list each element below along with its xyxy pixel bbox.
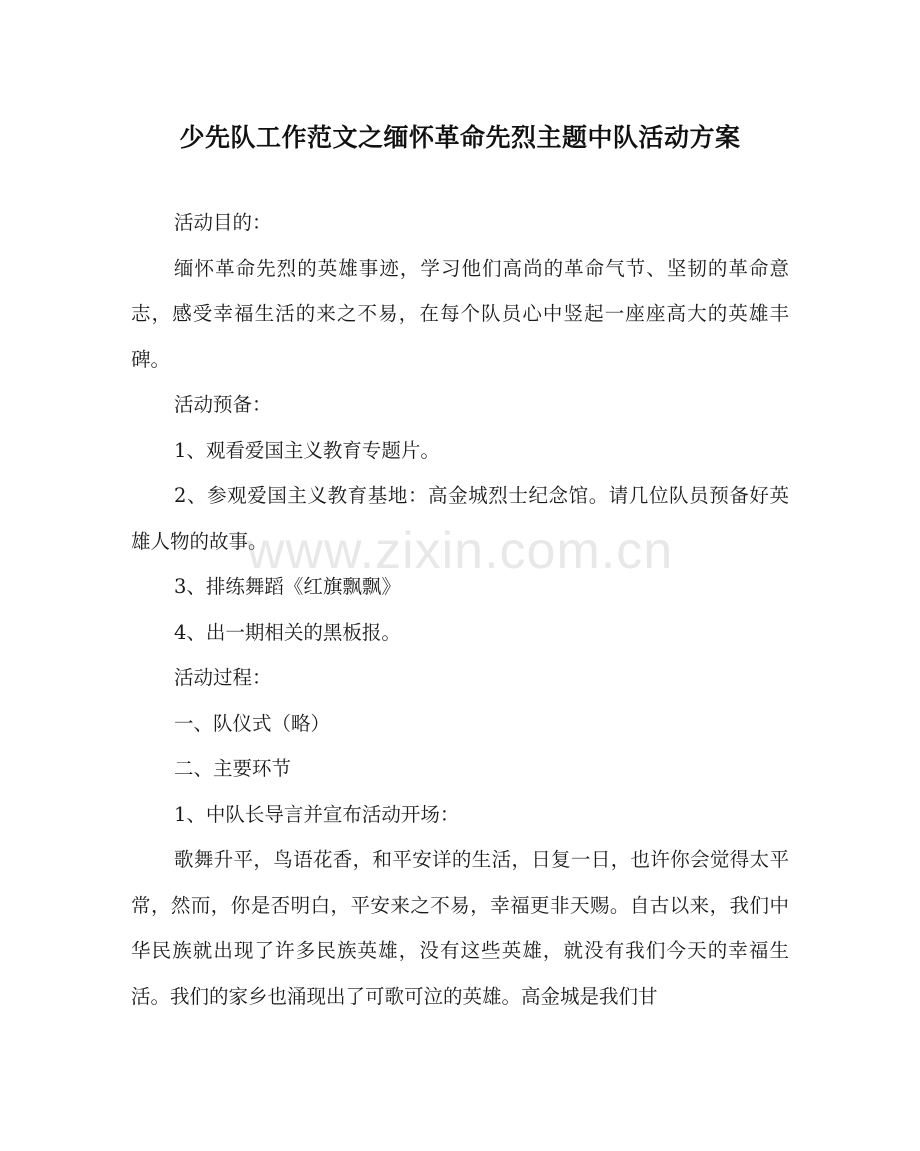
process-step-2: 二、主要环节: [174, 757, 292, 780]
process-step-1: 一、队仪式（略）: [174, 711, 331, 735]
prep-item-2: 2、参观爱国主义教育基地：高金城烈士纪念馆。请几位队员预备好英雄人物的故事。: [131, 484, 789, 553]
heading-activity-process: 活动过程：: [174, 666, 272, 689]
prep-item-1: 1、观看爱国主义教育专题片。: [174, 438, 440, 462]
heading-activity-preparation: 活动预备：: [174, 393, 272, 416]
watermark-text: www.zixin.com.cn: [246, 522, 674, 580]
prep-item-3: 3、排练舞蹈《红旗飘飘》: [174, 575, 401, 598]
prep-item-4: 4、出一期相关的黑板报。: [174, 620, 401, 644]
paragraph-purpose-text: 缅怀革命先烈的英雄事迹，学习他们高尚的革命气节、坚韧的革命意志，感受幸福生活的来之不易，在每个队员心中竖起一座座高大的英雄丰碑。: [131, 256, 789, 371]
document-body: [131, 200, 789, 1019]
document-title: 少先队工作范文之缅怀革命先烈主题中队活动方案: [179, 123, 741, 152]
heading-activity-purpose: 活动目的：: [174, 211, 272, 234]
process-substep-1: 1、中队长导言并宣布活动开场：: [174, 802, 460, 826]
paragraph-intro-speech: 歌舞升平，鸟语花香，和平安详的生活，日复一日，也许你会觉得太平常，然而，你是否明白，平安来之不易，幸福更非天赐。自古以来，我们中华民族就出现了许多民族英雄，没有这些英雄，就没有我们今天的幸福生活。我们的家乡也涌现出了可歌可泣的英雄。高金城是我们甘: [131, 848, 789, 1008]
